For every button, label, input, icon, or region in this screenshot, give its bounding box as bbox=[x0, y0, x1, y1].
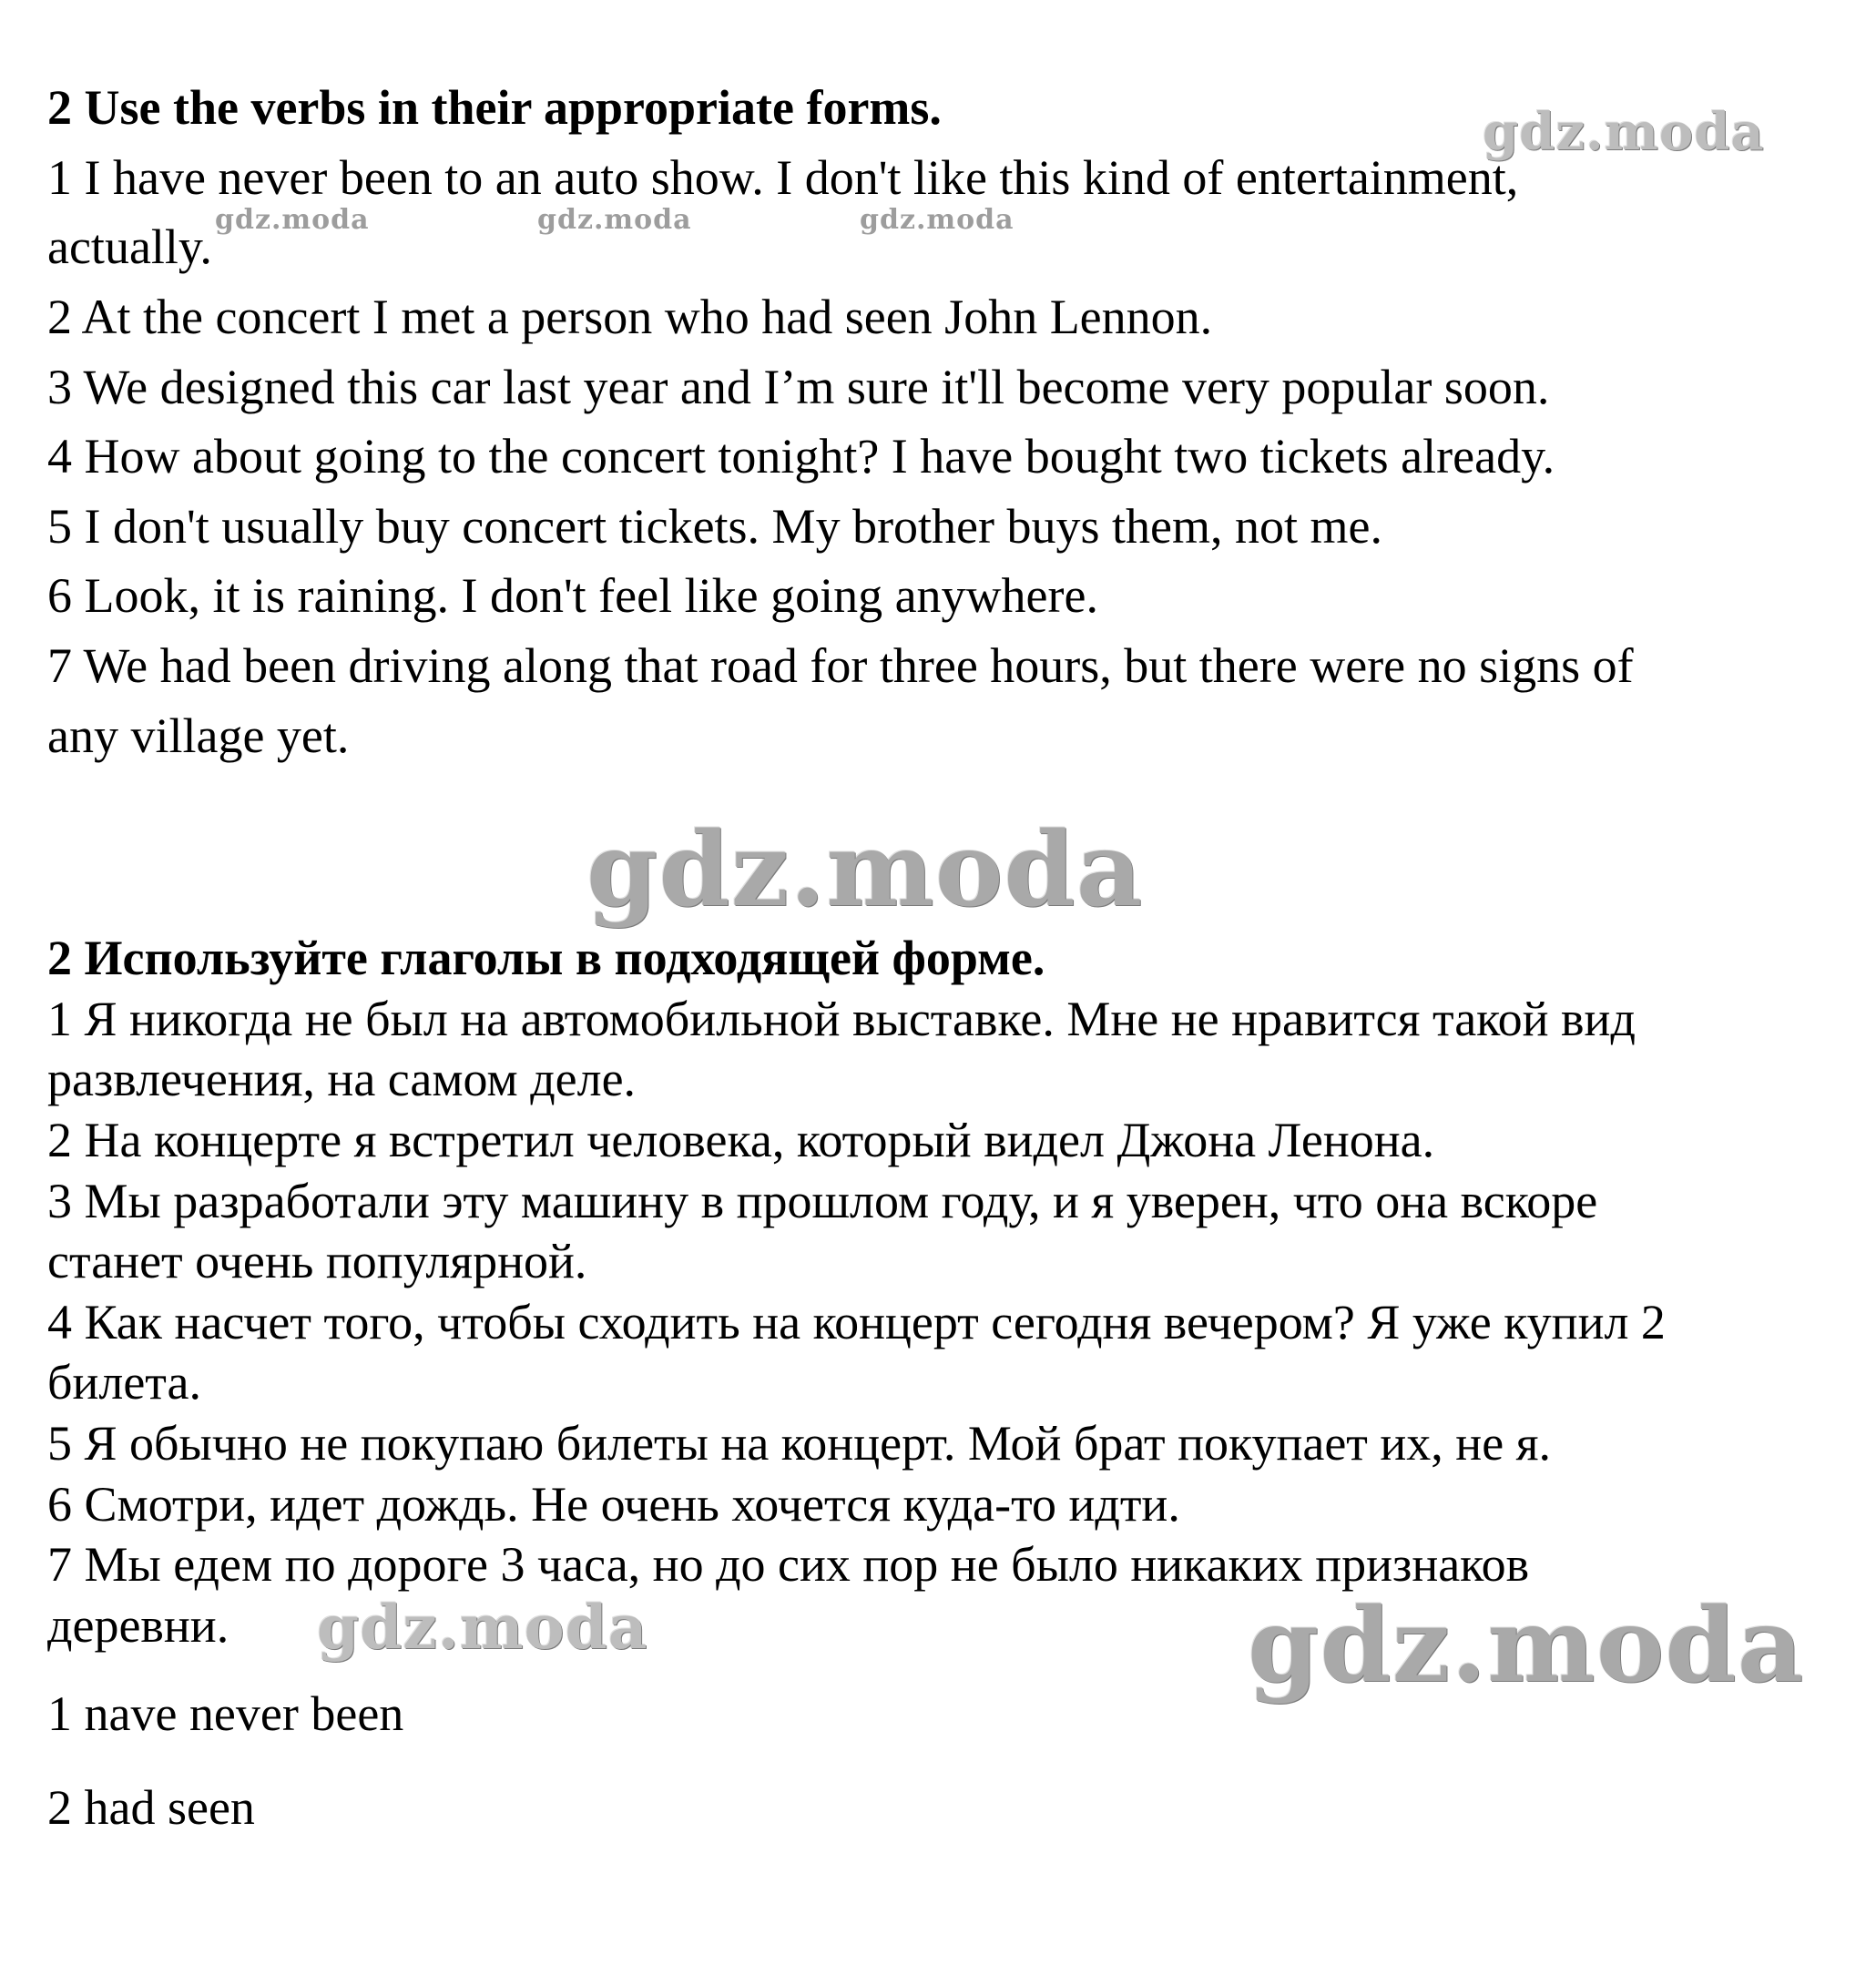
answer-line: 2 had seen bbox=[47, 1780, 255, 1835]
english-line: 6 Look, it is raining. I don't feel like going anywhere. bbox=[47, 568, 1098, 623]
russian-line: деревни. bbox=[47, 1598, 229, 1653]
watermark: gdz.moda bbox=[537, 204, 692, 236]
watermark: gdz.moda bbox=[1248, 1586, 1805, 1705]
russian-line: станет очень популярной. bbox=[47, 1234, 587, 1288]
english-line: 3 We designed this car last year and I’m sure it'll become very popular soon. bbox=[47, 360, 1550, 414]
watermark: gdz.moda bbox=[1483, 102, 1765, 162]
russian-line: 6 Смотри, идет дождь. Не очень хочется куда-то идти. bbox=[47, 1477, 1180, 1532]
english-line: any village yet. bbox=[47, 708, 350, 763]
russian-line: 7 Мы едем по дороге 3 часа, но до сих пор не было никаких признаков bbox=[47, 1537, 1530, 1592]
english-line: 5 I don't usually buy concert tickets. My brother buys them, not me. bbox=[47, 499, 1382, 554]
english-line: 1 I have never been to an auto show. I don't like this kind of entertainment, bbox=[47, 150, 1519, 205]
english-line: 4 How about going to the concert tonight? I have bought two tickets already. bbox=[47, 429, 1555, 484]
english-line: 7 We had been driving along that road for three hours, but there were no signs of bbox=[47, 638, 1634, 693]
russian-line: 1 Я никогда не был на автомобильной выставке. Мне не нравится такой вид bbox=[47, 992, 1636, 1046]
russian-line: развлечения, на самом деле. bbox=[47, 1052, 637, 1106]
watermark: gdz.moda bbox=[215, 204, 370, 236]
watermark: gdz.moda bbox=[317, 1592, 648, 1663]
answer-line: 1 nave never been bbox=[47, 1686, 404, 1741]
watermark: gdz.moda bbox=[586, 810, 1144, 930]
english-line: 2 At the concert I met a person who had seen John Lennon. bbox=[47, 290, 1213, 344]
russian-line: 2 На концерте я встретил человека, который видел Джона Ленона. bbox=[47, 1113, 1435, 1167]
english-heading: 2 Use the verbs in their appropriate forms. bbox=[47, 80, 942, 135]
russian-line: билета. bbox=[47, 1355, 202, 1410]
russian-line: 3 Мы разработали эту машину в прошлом году, и я уверен, что она вскоре bbox=[47, 1174, 1598, 1228]
russian-heading: 2 Используйте глаголы в подходящей форме. bbox=[47, 931, 1045, 985]
english-line: actually. bbox=[47, 219, 212, 274]
russian-line: 4 Как насчет того, чтобы сходить на концерт сегодня вечером? Я уже купил 2 bbox=[47, 1295, 1666, 1349]
watermark: gdz.moda bbox=[860, 204, 1014, 236]
russian-line: 5 Я обычно не покупаю билеты на концерт. Мой брат покупает их, не я. bbox=[47, 1416, 1552, 1471]
